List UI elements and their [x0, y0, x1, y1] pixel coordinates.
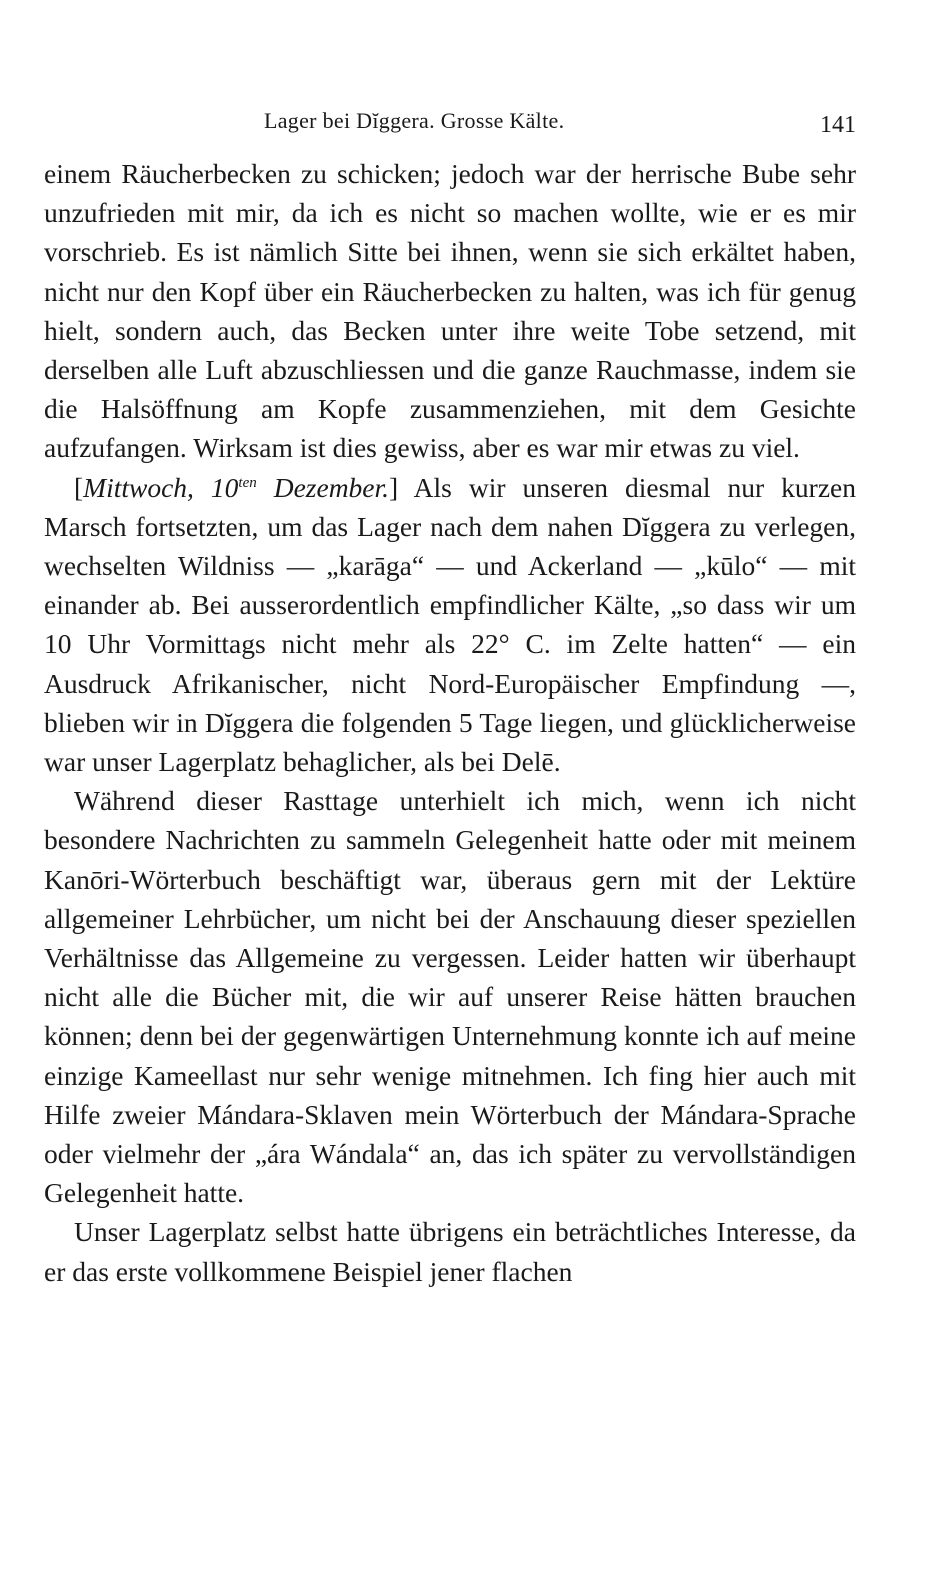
date-mark-superscript: ten	[238, 474, 257, 491]
date-mark-part-a: Mittwoch, 10	[83, 471, 239, 503]
book-page	[44, 108, 856, 1548]
body-text	[44, 154, 856, 1291]
page-header	[44, 108, 856, 148]
paragraph-2-text: Als wir unseren diesmal nur kurzen Marsch fortsetzten, um das Lager nach dem nahen Dĭggera zu verlegen, wechselten Wildniss — „karāga“ — und Ackerland — „kūlo“ — mit einander ab. Bei ausserordentlich empfindlicher Kälte, „so dass wir um 10 Uhr Vormittags nicht mehr als 22° C. im Zelte hatten“ — ein Ausdruck Afrikanischer, nicht Nord-Europäischer Empfindung —, blieben wir in Dĭggera die folgenden 5 Tage liegen, und glücklicherweise war unser Lagerplatz behaglicher, als bei Delē.	[44, 471, 856, 778]
date-bracket-close: ]	[389, 471, 399, 503]
page-number: 141	[820, 112, 856, 138]
paragraph-1: einem Räucherbecken zu schicken; jedoch war der herrische Bube sehr unzufrieden mit mir, da ich es nicht so machen wollte, wie er es mir vorschrieb. Es ist nämlich Sitte bei ihnen, wenn sie sich erkältet haben, nicht nur den Kopf über ein Räucherbecken zu halten, was ich für genug hielt, sondern auch, das Becken unter ihre weite Tobe setzend, mit derselben alle Luft abzuschliessen und die ganze Rauchmasse, indem sie die Halsöffnung am Kopfe zusammenziehen, mit dem Gesichte aufzufangen. Wirksam ist dies gewiss, aber es war mir etwas zu viel.	[44, 158, 856, 464]
paragraph-4: Unser Lagerplatz selbst hatte übrigens ein beträchtliches Interesse, da er das erste vollkommene Beispiel jener flachen	[44, 1216, 856, 1287]
running-head: Lager bei Dĭggera. Grosse Kälte.	[264, 108, 565, 133]
date-bracket-open: [	[74, 471, 84, 503]
date-mark-part-b: Dezember.	[256, 471, 390, 503]
paragraph-3: Während dieser Rasttage unterhielt ich mich, wenn ich nicht besondere Nachrichten zu sammeln Gelegenheit hatte oder mit meinem Kanōri-Wörterbuch beschäftigt war, überaus gern mit der Lektüre allgemeiner Lehrbücher, um nicht bei der Anschauung dieser speziellen Verhältnisse das Allgemeine zu vergessen. Leider hatten wir überhaupt nicht alle die Bücher mit, die wir auf unserer Reise hätten brauchen können; denn bei der gegenwärtigen Unternehmung konnte ich auf meine einzige Kameellast nur sehr wenige mitnehmen. Ich fing hier auch mit Hilfe zweier Mándara-Sklaven mein Wörterbuch der Mándara-Sprache oder vielmehr der „ára Wándala“ an, das ich später zu vervollständigen Gelegenheit hatte.	[44, 785, 856, 1209]
paragraph-2	[44, 468, 856, 782]
